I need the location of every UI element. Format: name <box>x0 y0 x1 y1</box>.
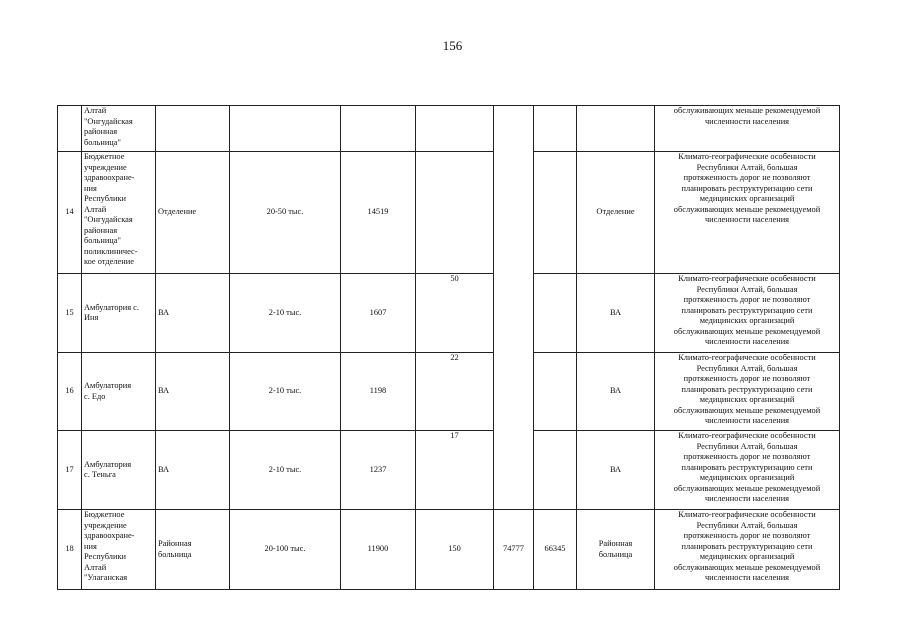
cell-new-type <box>577 106 655 152</box>
cell-facility-name: Алтай "Онгудайская районная больница" <box>82 106 156 152</box>
cell-value-1: 74777 <box>494 510 534 590</box>
cell-facility-name: Амбулатория с. Едо <box>82 353 156 431</box>
page-number: 156 <box>442 38 463 53</box>
cell-number: 17 <box>58 431 82 510</box>
cell-value-1 <box>494 431 534 510</box>
health-facilities-table <box>57 105 840 590</box>
table-row <box>58 274 840 353</box>
table-row <box>58 510 840 590</box>
cell-reason: Климато-географические особенности Республики Алтай, большая протяженность дорог не позволяют планировать реструктуризацию сети медицинских организаций обслуживающих меньше рекомендуемой численности населения <box>655 274 840 353</box>
cell-beds <box>416 152 494 274</box>
cell-reason: Климато-географические особенности Республики Алтай, большая протяженность дорог не позволяют планировать реструктуризацию сети медицинских организаций обслуживающих меньше рекомендуемой численности населения <box>655 510 840 590</box>
cell-served: 1607 <box>341 274 416 353</box>
cell-type: Отделение <box>156 152 230 274</box>
cell-value-2 <box>534 274 577 353</box>
cell-type: ВА <box>156 431 230 510</box>
cell-beds <box>416 106 494 152</box>
cell-number: 15 <box>58 274 82 353</box>
cell-population <box>230 106 341 152</box>
cell-type: ВА <box>156 274 230 353</box>
cell-facility-name: Бюджетное учреждение здравоохране- ния Республики Алтай "Улаганская <box>82 510 156 590</box>
cell-value-2: 66345 <box>534 510 577 590</box>
cell-type: Районная больница <box>156 510 230 590</box>
cell-population: 20-100 тыс. <box>230 510 341 590</box>
cell-facility-name: Амбулатория с. Теньга <box>82 431 156 510</box>
cell-new-type: ВА <box>577 431 655 510</box>
table-row <box>58 431 840 510</box>
cell-value-2 <box>534 106 577 152</box>
cell-population: 2-10 тыс. <box>230 353 341 431</box>
cell-population: 2-10 тыс. <box>230 274 341 353</box>
cell-type: ВА <box>156 353 230 431</box>
cell-new-type: ВА <box>577 274 655 353</box>
cell-number: 18 <box>58 510 82 590</box>
cell-beds: 50 <box>416 274 494 353</box>
table-row <box>58 152 840 274</box>
cell-new-type: Районная больница <box>577 510 655 590</box>
cell-value-1 <box>494 152 534 274</box>
cell-beds: 22 <box>416 353 494 431</box>
table-row <box>58 353 840 431</box>
cell-reason: обслуживающих меньше рекомендуемой численности населения <box>655 106 840 152</box>
cell-value-2 <box>534 353 577 431</box>
cell-served: 1237 <box>341 431 416 510</box>
cell-reason: Климато-географические особенности Республики Алтай, большая протяженность дорог не позволяют планировать реструктуризацию сети медицинских организаций обслуживающих меньше рекомендуемой численности населения <box>655 353 840 431</box>
cell-value-1 <box>494 106 534 152</box>
cell-served: 14519 <box>341 152 416 274</box>
cell-type <box>156 106 230 152</box>
cell-reason: Климато-географические особенности Республики Алтай, большая протяженность дорог не позволяют планировать реструктуризацию сети медицинских организаций обслуживающих меньше рекомендуемой численности населения <box>655 431 840 510</box>
cell-facility-name: Амбулатория с. Иня <box>82 274 156 353</box>
cell-facility-name: Бюджетное учреждение здравоохране- ния Республики Алтай "Онгудайская районная больница" поликлиничес- кое отделение <box>82 152 156 274</box>
cell-value-2 <box>534 152 577 274</box>
table-row <box>58 106 840 152</box>
cell-served <box>341 106 416 152</box>
cell-beds: 17 <box>416 431 494 510</box>
cell-value-1 <box>494 353 534 431</box>
cell-value-2 <box>534 431 577 510</box>
cell-number <box>58 106 82 152</box>
cell-value-1 <box>494 274 534 353</box>
cell-served: 1198 <box>341 353 416 431</box>
cell-number: 16 <box>58 353 82 431</box>
cell-population: 20-50 тыс. <box>230 152 341 274</box>
cell-number: 14 <box>58 152 82 274</box>
cell-reason: Климато-географические особенности Республики Алтай, большая протяженность дорог не позволяют планировать реструктуризацию сети медицинских организаций обслуживающих меньше рекомендуемой численности населения <box>655 152 840 274</box>
cell-new-type: Отделение <box>577 152 655 274</box>
cell-new-type: ВА <box>577 353 655 431</box>
cell-served: 11900 <box>341 510 416 590</box>
cell-beds: 150 <box>416 510 494 590</box>
cell-population: 2-10 тыс. <box>230 431 341 510</box>
